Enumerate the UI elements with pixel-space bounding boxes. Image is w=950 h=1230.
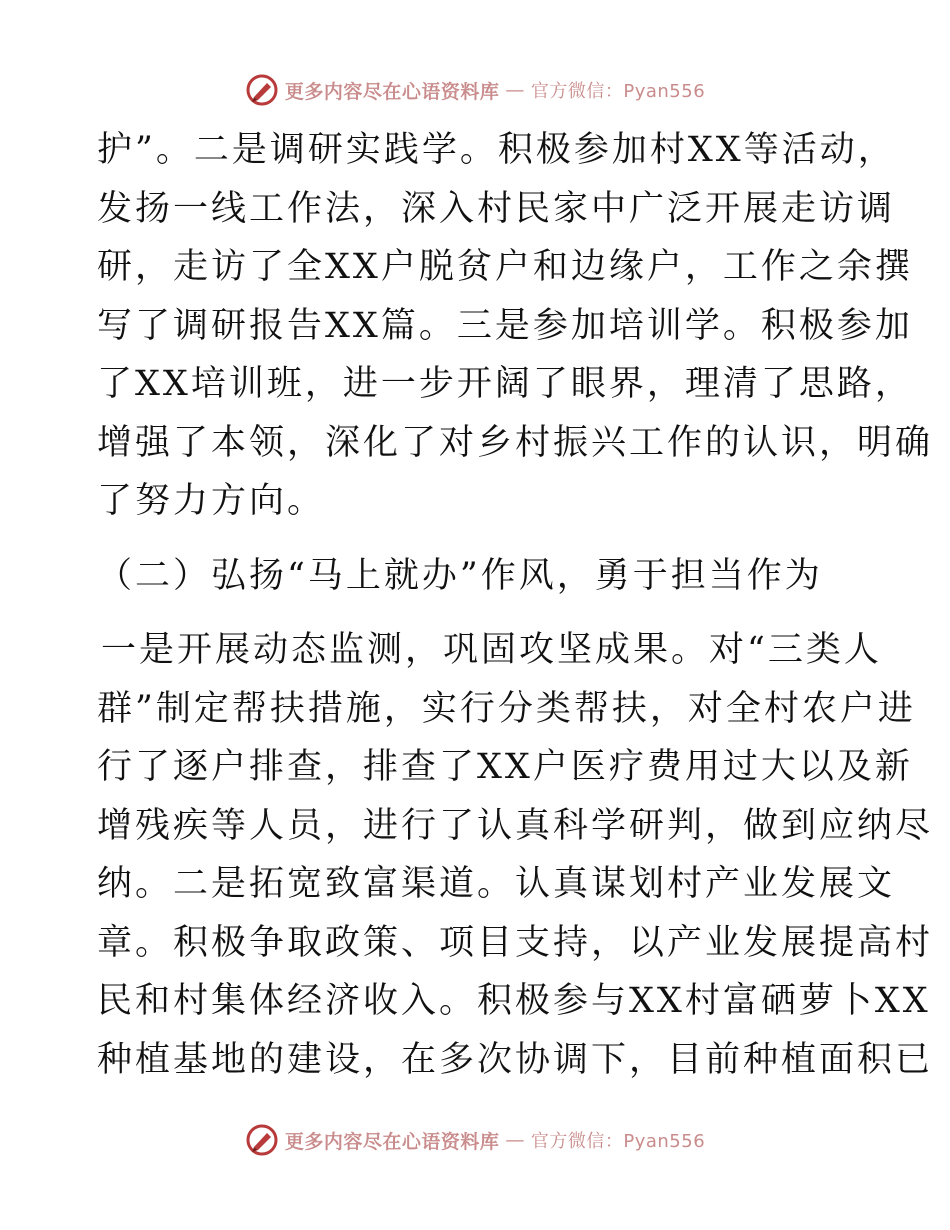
paragraph-1	[97, 121, 934, 531]
text-line: 纳。二是拓宽致富渠道。认真谋划村产业发展文	[97, 864, 896, 904]
text-line: 发扬一线工作法，深入村民家中广泛开展走访调	[97, 188, 896, 229]
text-line: 民和村集体经济收入。积极参与XX村富硒萝卜XX	[97, 981, 931, 1021]
watermark-contact-text: 官方微信：Pyan556	[530, 1131, 706, 1152]
watermark-contact-text: 官方微信：Pyan556	[530, 81, 706, 102]
text-line: 护”。二是调研实践学。积极参加村XX等活动，	[97, 130, 896, 170]
document-pen-logo-icon	[245, 73, 279, 107]
text-line: 群”制定帮扶措施，实行分类帮扶，对全村农户进	[97, 688, 916, 729]
document-pen-logo-icon	[245, 1123, 279, 1157]
document-body	[97, 121, 934, 1089]
text-line: 了XX培训班，进一步开阔了眼界，理清了思路，	[97, 364, 913, 404]
footer-watermark	[0, 1120, 950, 1160]
text-line: 写了调研报告XX篇。三是参加培训学。积极参加	[97, 305, 913, 346]
watermark-brand-text: 更多内容尽在心语资料库	[284, 1130, 500, 1153]
text-line: 研，走访了全XX户脱贫户和边缘户，工作之余撰	[97, 247, 913, 287]
watermark-brand-text: 更多内容尽在心语资料库	[284, 80, 500, 103]
watermark-separator: —	[505, 79, 525, 101]
text-line: 增强了本领，深化了对乡村振兴工作的认识，明确	[97, 422, 934, 463]
section-heading: （二）弘扬“马上就办”作风，勇于担当作为	[97, 555, 823, 596]
text-line: 了努力方向。	[97, 481, 326, 521]
text-line: 种植基地的建设，在多次协调下，目前种植面积已	[97, 1039, 934, 1080]
text-line: 行了逐户排查，排查了XX户医疗费用过大以及新	[97, 747, 913, 787]
paragraph-2	[97, 621, 934, 1089]
text-line: 章。积极争取政策、项目支持，以产业发展提高村	[97, 922, 934, 963]
header-watermark	[0, 70, 950, 110]
watermark-separator: —	[505, 1129, 525, 1151]
text-line: 增残疾等人员，进行了认真科学研判，做到应纳尽	[97, 805, 934, 846]
text-line: 一是开展动态监测，巩固攻坚成果。对“三类人	[101, 630, 882, 670]
